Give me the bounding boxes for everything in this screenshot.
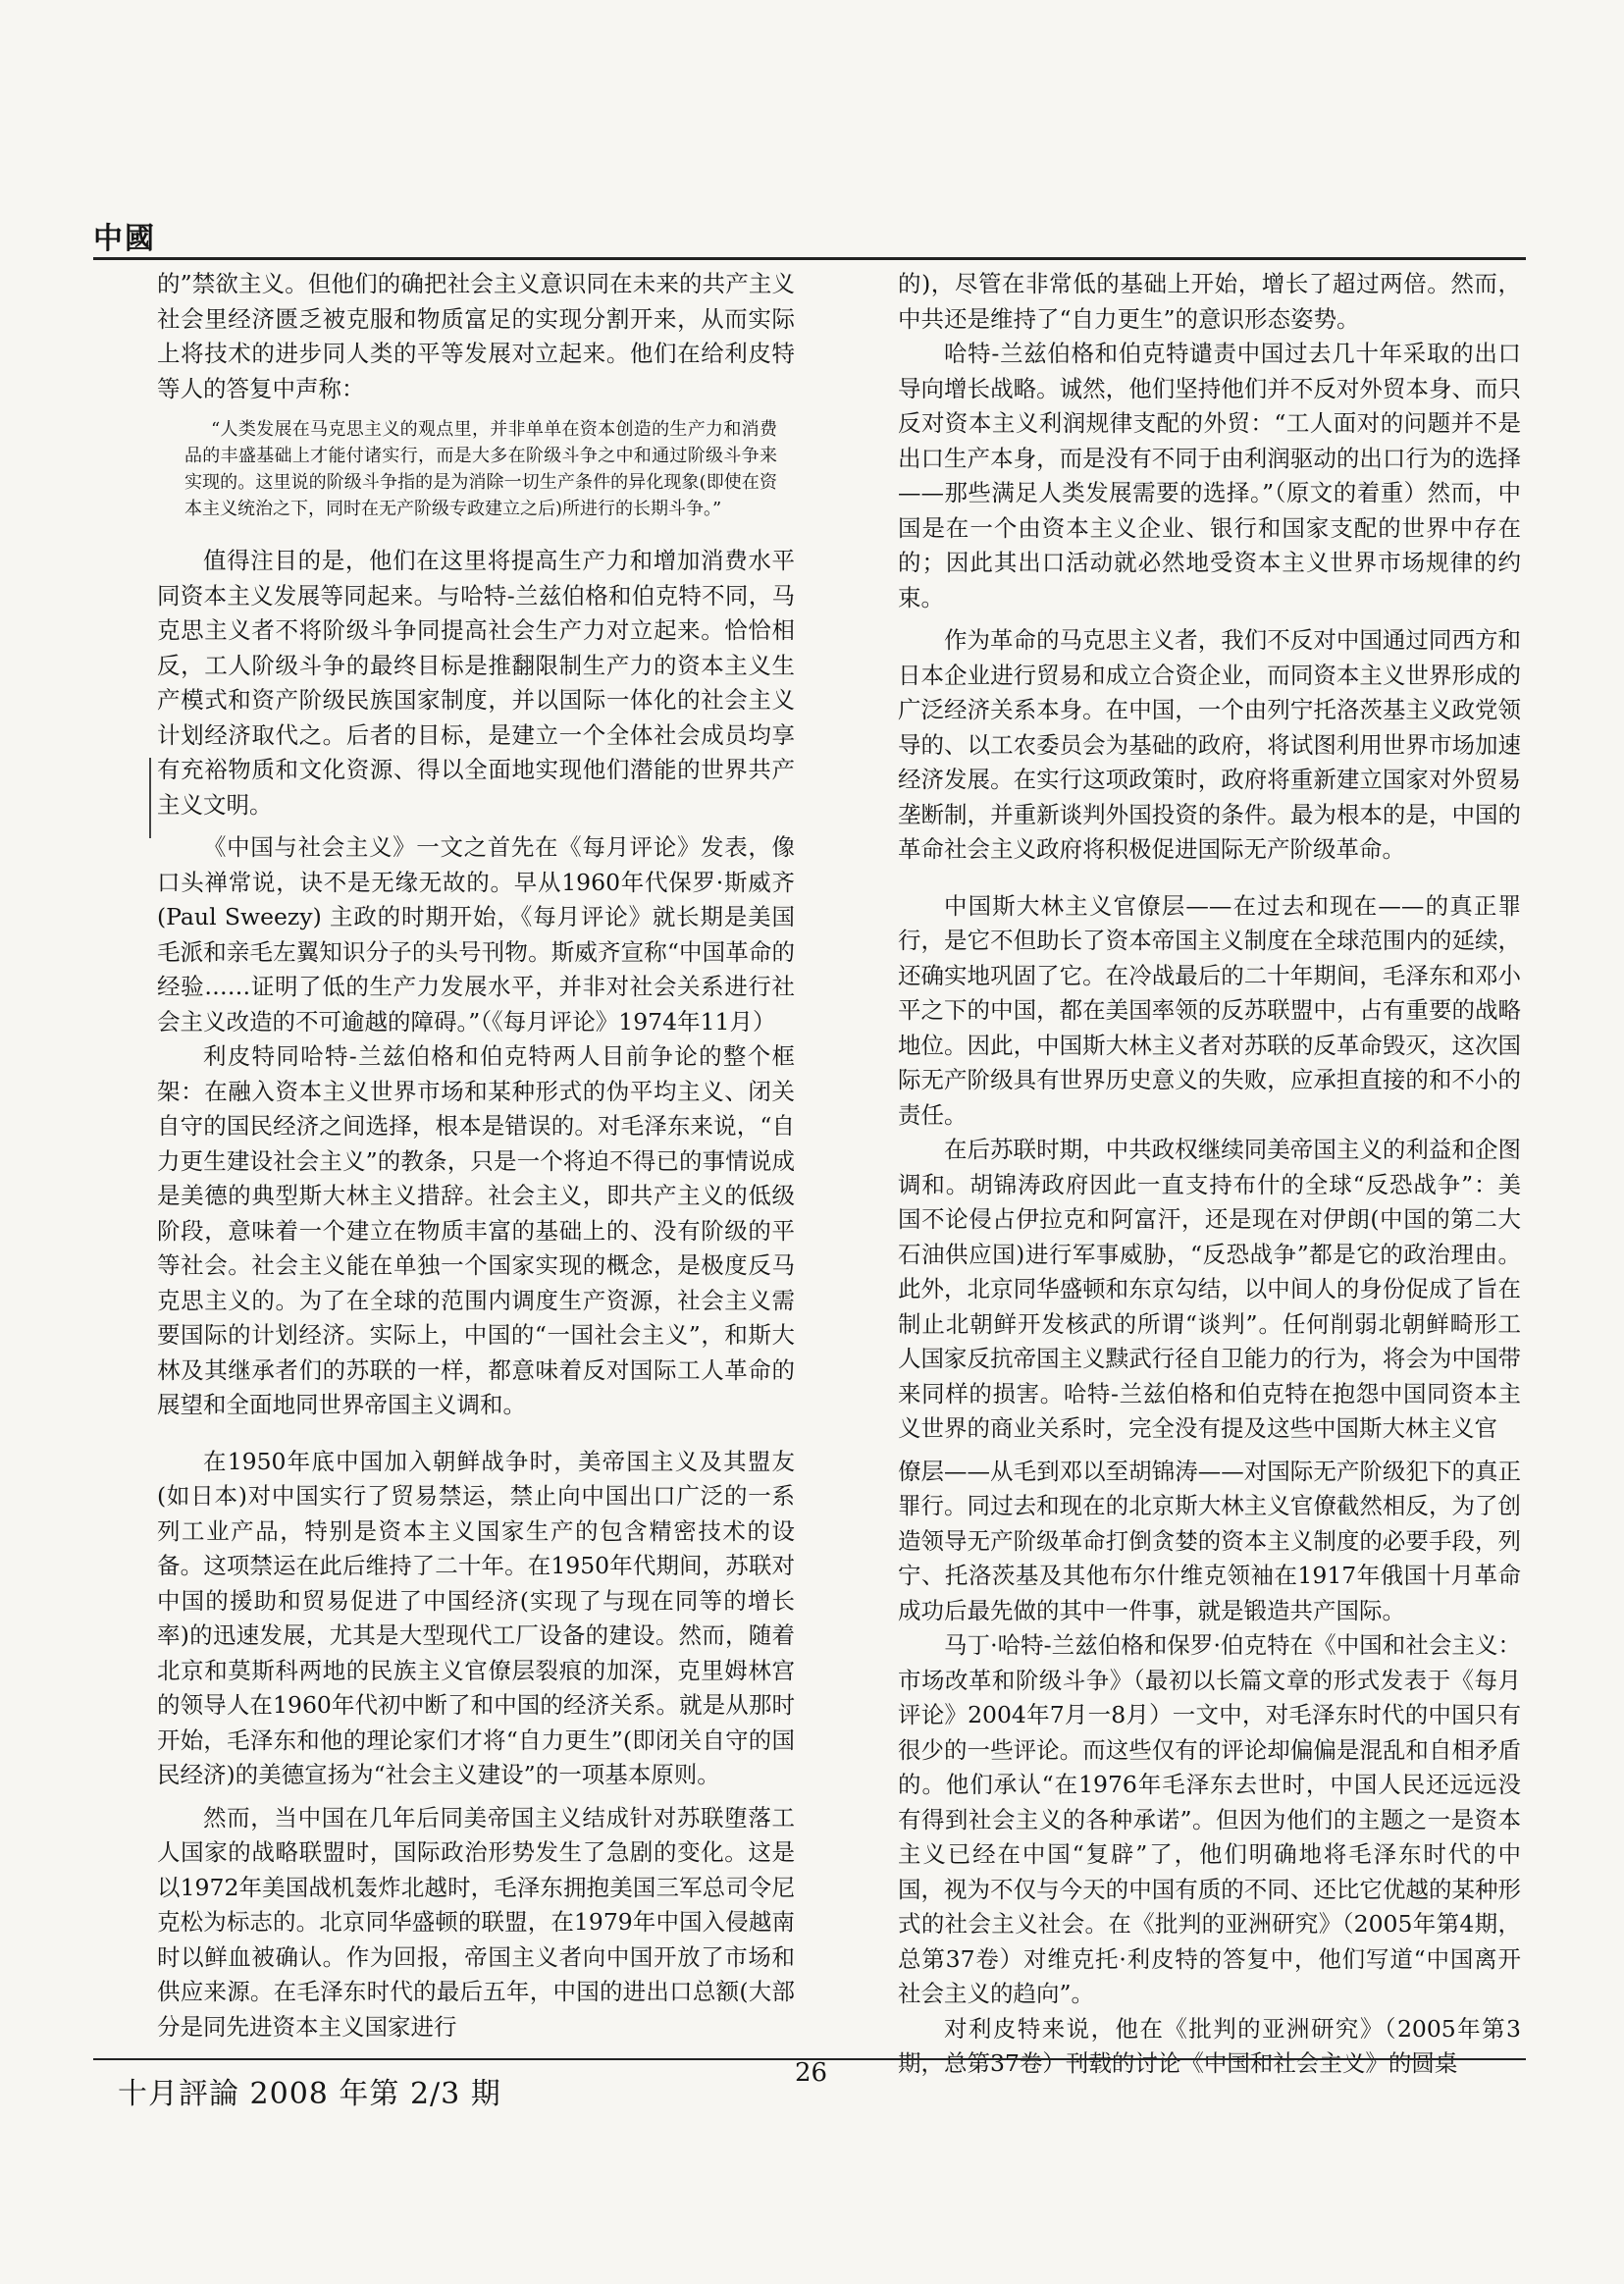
- paragraph: 在1950年底中国加入朝鲜战争时，美帝国主义及其盟友(如日本)对中国实行了贸易禁运，禁止向中国出口广泛的一系列工业产品，特别是资本主义国家生产的包含精密技术的设备。这项禁运在此后维持了二十年。在1950年代期间，苏联对中国的援助和贸易促进了中国经济(实现了与现在同等的增长率)的迅速发展，尤其是大型现代工厂设备的建设。然而，随着北京和莫斯科两地的民族主义官僚层裂痕的加深，克里姆林宫的领导人在1960年代初中断了和中国的经济关系。就是从那时开始，毛泽东和他的理论家们才将“自力更生”(即闭关自守的国民经济)的美德宣扬为“社会主义建设”的一项基本原则。: [157, 1447, 795, 1788]
- left-column: [157, 267, 795, 2045]
- paragraph: 利皮特同哈特-兰兹伯格和伯克特两人目前争论的整个框架：在融入资本主义世界市场和某种形式的伪平均主义、闭关自守的国民经济之间选择，根本是错误的。对毛泽东来说，“自力更生建设社会主义”的教条，只是一个将迫不得已的事情说成是美德的典型斯大林主义措辞。社会主义，即共产主义的低级阶段，意味着一个建立在物质丰富的基础上的、没有阶级的平等社会。社会主义能在单独一个国家实现的概念，是极度反马克思主义的。为了在全球的范围内调度生产资源，社会主义需要国际的计划经济。实际上，中国的“一国社会主义”，和斯大林及其继承者们的苏联的一样，都意味着反对国际工人革命的展望和全面地同世界帝国主义调和。: [157, 1042, 795, 1418]
- paragraph: 的”禁欲主义。但他们的确把社会主义意识同在未来的共产主义社会里经济匮乏被克服和物质富足的实现分割开来，从而实际上将技术的进步同人类的平等发展对立起来。他们在给利皮特等人的答复中声称：: [157, 270, 795, 402]
- right-column: [898, 267, 1521, 2082]
- page-number: 26: [795, 2058, 828, 2088]
- paragraph: 中国斯大林主义官僚层——在过去和现在——的真正罪行，是它不但助长了资本帝国主义制度在全球范围内的延续，还确实地巩固了它。在冷战最后的二十年期间，毛泽东和邓小平之下的中国，都在美国率领的反苏联盟中，占有重要的战略地位。因此，中国斯大林主义者对苏联的反革命毁灭，这次国际无产阶级具有世界历史意义的失败，应承担直接的和不小的责任。: [898, 891, 1521, 1129]
- paragraph: 作为革命的马克思主义者，我们不反对中国通过同西方和日本企业进行贸易和成立合资企业，而同资本主义世界形成的广泛经济关系本身。在中国，一个由列宁托洛茨基主义政党领导的、以工农委员会为基础的政府，将试图利用世界市场加速经济发展。在实行这项政策时，政府将重新建立国家对外贸易垄断制，并重新谈判外国投资的条件。最为根本的是，中国的革命社会主义政府将积极促进国际无产阶级革命。: [898, 626, 1521, 863]
- block-quote: “人类发展在马克思主义的观点里，并非单单在资本创造的生产力和消费品的丰盛基础上才能付诸实行，而是大多在阶级斗争之中和通过阶级斗争来实现的。这里说的阶级斗争指的是为消除一切生产条件的异化现象(即使在资本主义统治之下，同时在无产阶级专政建立之后)所进行的长期斗争。”: [184, 419, 777, 519]
- magazine-issue: 十月評論 2008 年第 2/3 期: [118, 2077, 501, 2111]
- paragraph: 《中国与社会主义》一文之首先在《每月评论》发表，像口头禅常说，诀不是无缘无故的。早从1960年代保罗·斯威齐 (Paul Sweezy) 主政的时期开始，《每月评论》就长期是美国毛派和亲毛左翼知识分子的头号刊物。斯威齐宣称“中国革命的经验……证明了低的生产力发展水平，并非对社会关系进行社会主义改造的不可逾越的障碍。”（《每月评论》1974年11月）: [157, 833, 795, 1036]
- paragraph: 马丁·哈特-兰兹伯格和保罗·伯克特在《中国和社会主义：市场改革和阶级斗争》（最初以长篇文章的形式发表于《每月评论》2004年7月一8月）一文中，对毛泽东时代的中国只有很少的一些评论。而这些仅有的评论却偏偏是混乱和自相矛盾的。他们承认“在1976年毛泽东去世时，中国人民还远远没有得到社会主义的各种承诺”。但因为他们的主题之一是资本主义已经在中国“复辟”了，他们明确地将毛泽东时代的中国，视为不仅与今天的中国有质的不同、还比它优越的某种形式的社会主义社会。在《批判的亚洲研究》（2005年第4期，总第37卷）对维克托·利皮特的答复中，他们写道“中国离开社会主义的趋向”。: [898, 1631, 1521, 2007]
- paragraph: 对利皮特来说，他在《批判的亚洲研究》（2005年第3期，总第37卷）刊载的讨论《中国和社会主义》的圆桌: [898, 2014, 1521, 2077]
- paragraph: 值得注目的是，他们在这里将提高生产力和增加消费水平同资本主义发展等同起来。与哈特-兰兹伯格和伯克特不同，马克思主义者不将阶级斗争同提高社会生产力对立起来。恰恰相反，工人阶级斗争的最终目标是推翻限制生产力的资本主义生产模式和资产阶级民族国家制度，并以国际一体化的社会主义计划经济取代之。后者的目标，是建立一个全体社会成员均享有充裕物质和文化资源、得以全面地实现他们潜能的世界共产主义文明。: [157, 547, 795, 819]
- paragraph: 的)，尽管在非常低的基础上开始，增长了超过两倍。然而，中共还是维持了“自力更生”的意识形态姿势。: [898, 270, 1521, 333]
- paragraph: 哈特-兰兹伯格和伯克特谴责中国过去几十年采取的出口导向增长战略。诚然，他们坚持他们并不反对外贸本身、而只反对资本主义利润规律支配的外贸：“工人面对的问题并不是出口生产本身，而是没有不同于由利润驱动的出口行为的选择——那些满足人类发展需要的选择。”（原文的着重）然而，中国是在一个由资本主义企业、银行和国家支配的世界中存在的；因此其出口活动就必然地受资本主义世界市场规律的约束。: [898, 340, 1521, 611]
- header-rule: [93, 257, 1526, 260]
- paragraph: 僚层——从毛到邓以至胡锦涛——对国际无产阶级犯下的真正罪行。同过去和现在的北京斯大林主义官僚截然相反，为了创造领导无产阶级革命打倒贪婪的资本主义制度的必要手段，列宁、托洛茨基及其他布尔什维克领袖在1917年俄国十月革命成功后最先做的其中一件事，就是锻造共产国际。: [898, 1457, 1521, 1624]
- paragraph: 在后苏联时期，中共政权继续同美帝国主义的利益和企图调和。胡锦涛政府因此一直支持布什的全球“反恐战争”：美国不论侵占伊拉克和阿富汗，还是现在对伊朗(中国的第二大石油供应国)进行军事威胁，“反恐战争”都是它的政治理由。此外，北京同华盛顿和东京勾结，以中间人的身份促成了旨在制止北朝鲜开发核武的所谓“谈判”。任何削弱北朝鲜畸形工人国家反抗帝国主义黩武行径自卫能力的行为，将会为中国带来同样的损害。哈特-兰兹伯格和伯克特在抱怨中国同资本主义世界的商业关系时，完全没有提及这些中国斯大林主义官: [898, 1136, 1521, 1442]
- paragraph: 然而，当中国在几年后同美帝国主义结成针对苏联堕落工人国家的战略联盟时，国际政治形势发生了急剧的变化。这是以1972年美国战机轰炸北越时，毛泽东拥抱美国三军总司令尼克松为标志的。北京同华盛顿的联盟，在1979年中国入侵越南时以鲜血被确认。作为回报，帝国主义者向中国开放了市场和供应来源。在毛泽东时代的最后五年，中国的进出口总额(大部分是同先进资本主义国家进行: [157, 1803, 795, 2041]
- margin-mark: [149, 758, 151, 838]
- running-header: 中國: [93, 222, 156, 256]
